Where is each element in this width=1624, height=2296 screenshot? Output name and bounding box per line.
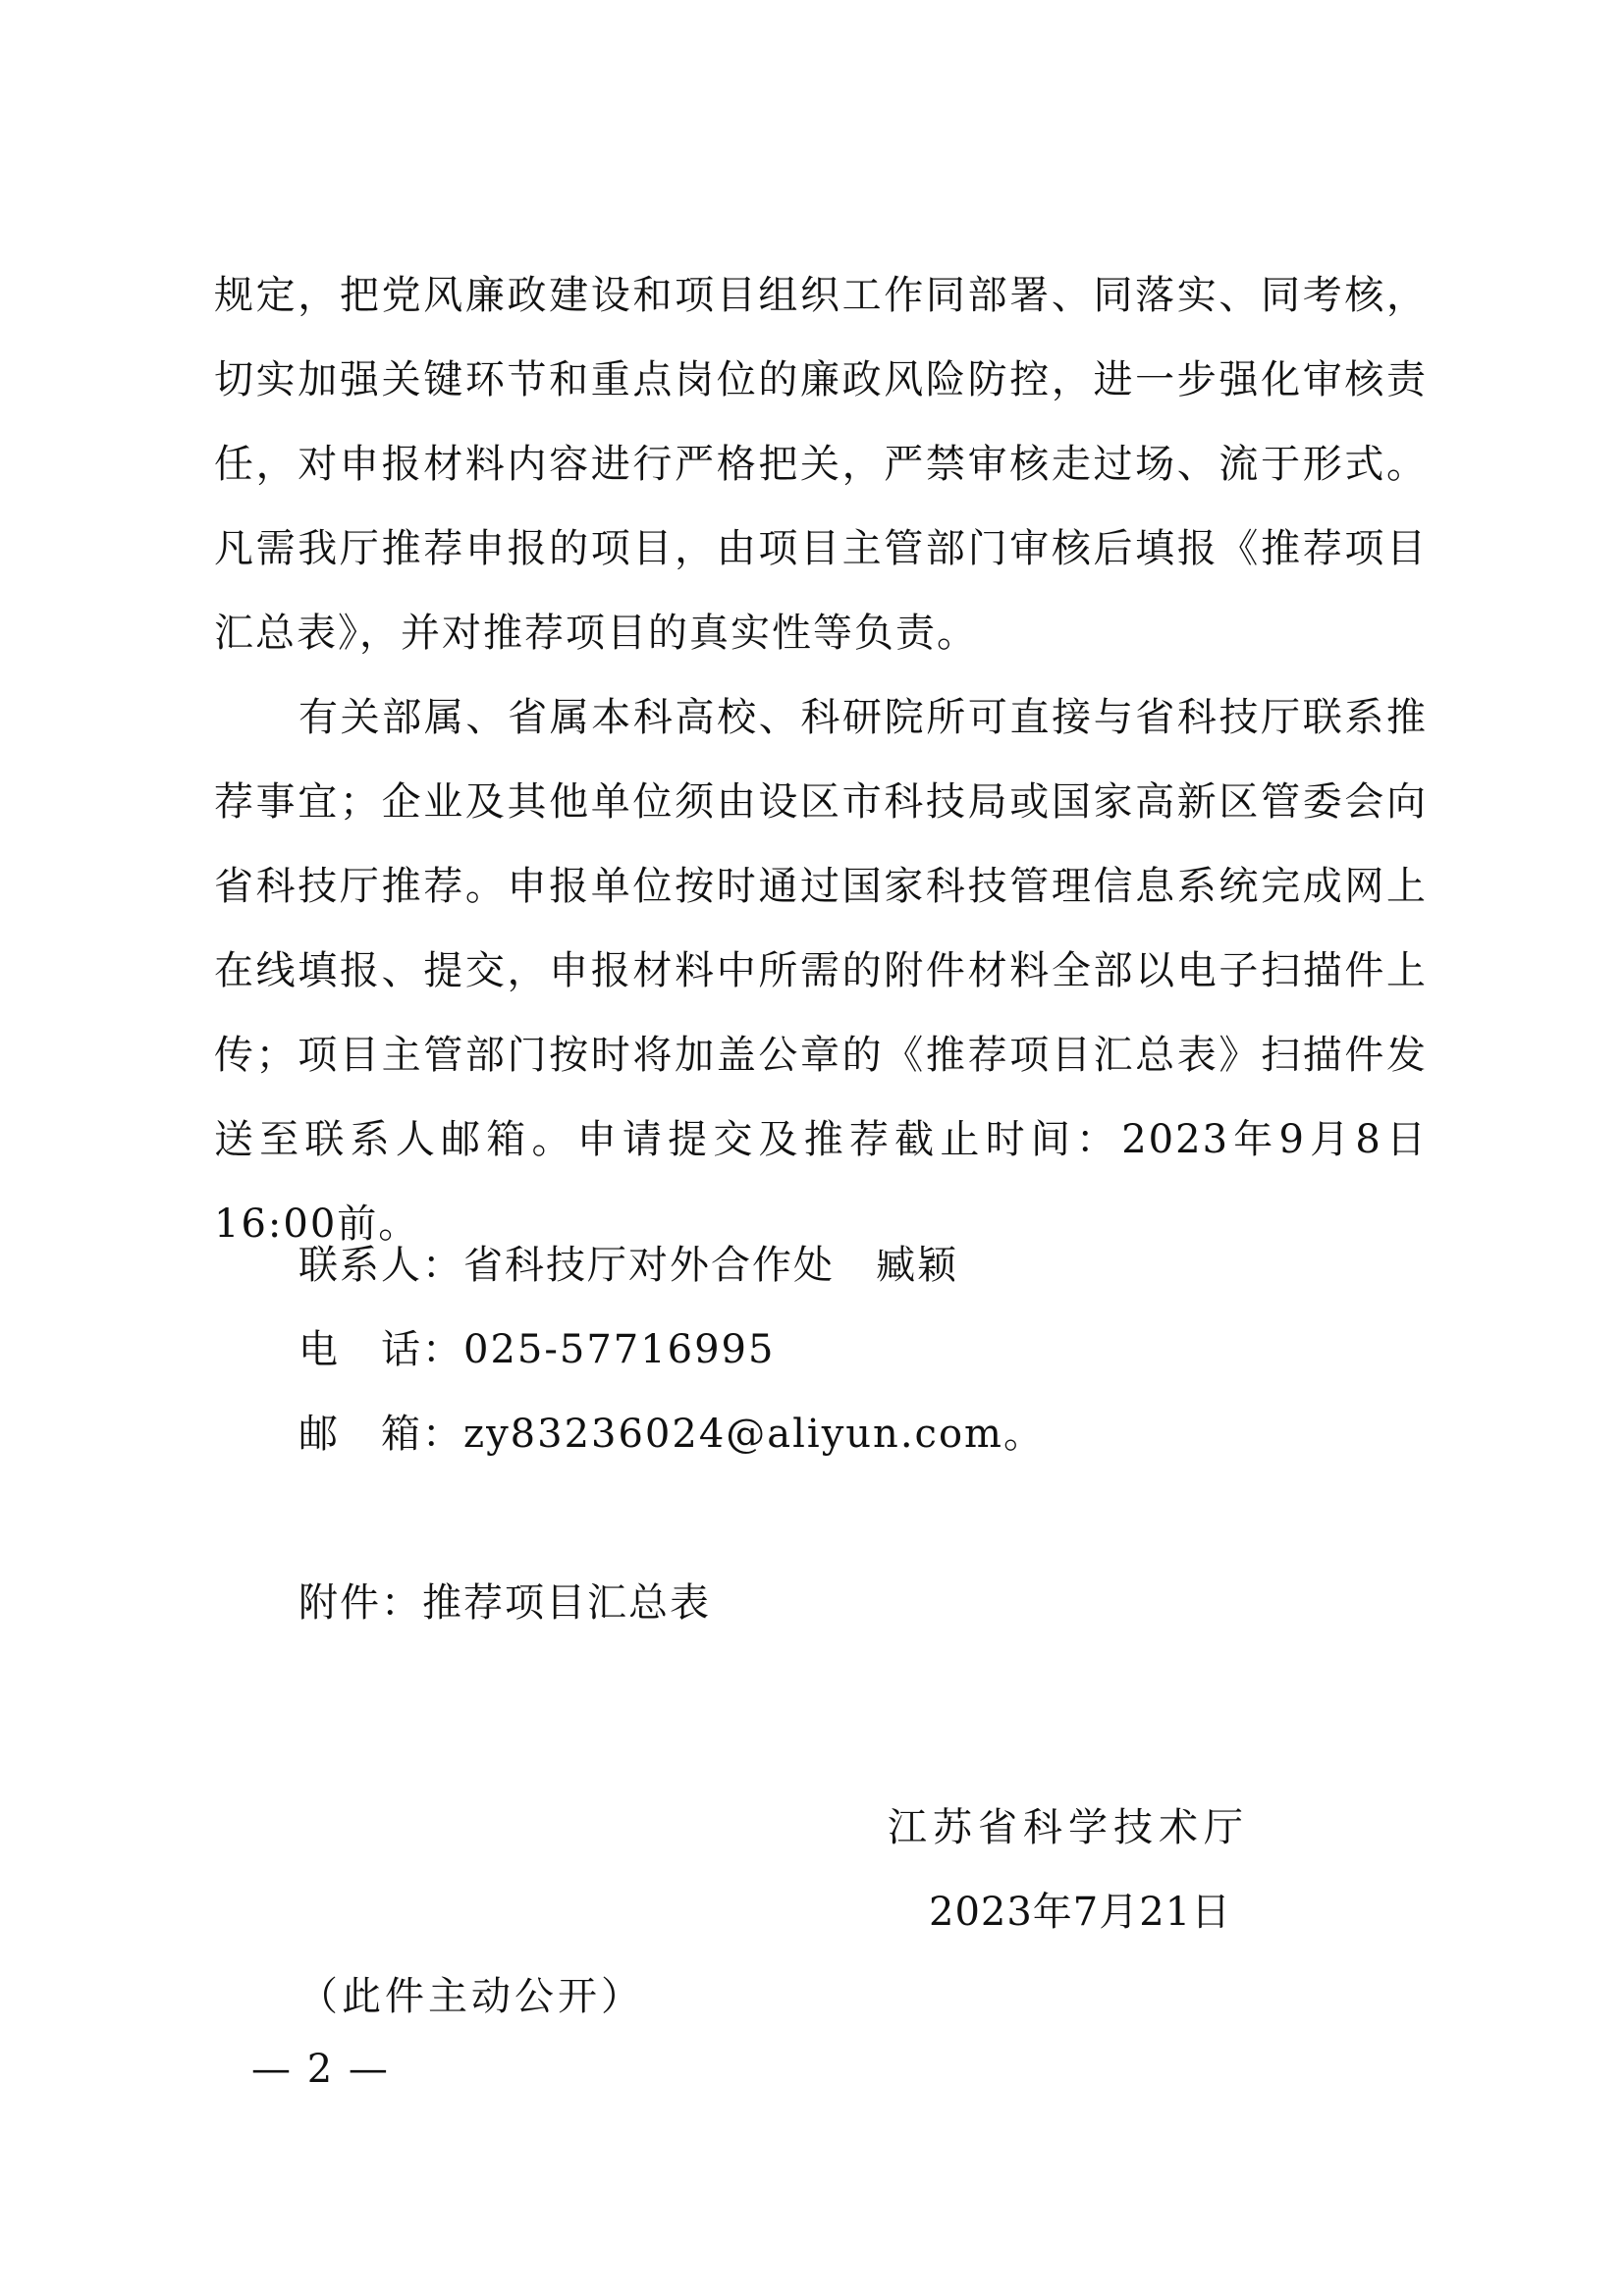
contact-phone-value: 025-57716995: [463, 1327, 776, 1372]
contact-phone-label: 电 话：: [298, 1327, 463, 1372]
contact-phone-line: [298, 1320, 775, 1379]
page-number: — 2 —: [251, 2047, 390, 2092]
contact-person-value: 省科技厅对外合作处 臧颖: [463, 1243, 958, 1288]
contact-email-value: zy83236024@aliyun.com。: [463, 1412, 1045, 1457]
public-disclosure-note: （此件主动公开）: [298, 1974, 644, 2019]
contact-email-line: [298, 1405, 1045, 1464]
issue-date: 2023年7月21日: [929, 1890, 1232, 1935]
issuer-signature: 江苏省科学技术厅: [888, 1805, 1249, 1850]
contact-person-line: [298, 1236, 958, 1295]
attachment-note: 附件：推荐项目汇总表: [298, 1580, 711, 1626]
paragraph-application-procedure: 有关部属、省属本科高校、科研院所可直接与省科技厅联系推荐事宜；企业及其他单位须由设区市科技局或国家高新区管委会向省科技厅推荐。申报单位按时通过国家科技管理信息系统完成网上在线填报、提交，申报材料中所需的附件材料全部以电子扫描件上传；项目主管部门按时将加盖公章的《推荐项目汇总表》扫描件发送至联系人邮箱。申请提交及推荐截止时间：2023年9月8日16:00前。: [214, 695, 1428, 1247]
contact-email-label: 邮 箱：: [298, 1412, 463, 1457]
contact-person-label: 联系人：: [298, 1243, 463, 1288]
paragraph-review-responsibility: 规定，把党风廉政建设和项目组织工作同部署、同落实、同考核，切实加强关键环节和重点岗位的廉政风险防控，进一步强化审核责任，对申报材料内容进行严格把关，严禁审核走过场、流于形式。凡需我厅推荐申报的项目，由项目主管部门审核后填报《推荐项目汇总表》，并对推荐项目的真实性等负责。: [214, 273, 1428, 656]
